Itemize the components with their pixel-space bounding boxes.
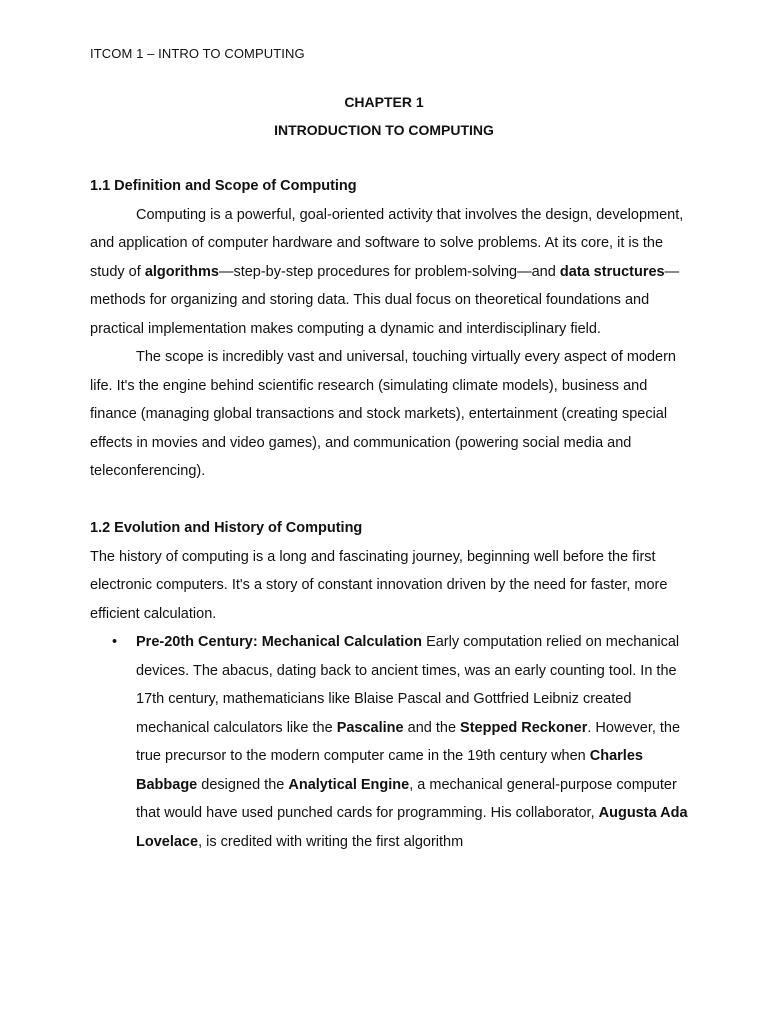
bold-term-analytical-engine: Analytical Engine [288,776,410,793]
text-run: and the [403,719,461,736]
chapter-title: INTRODUCTION TO COMPUTING [274,122,494,138]
bold-term-pascaline: Pascaline [336,719,404,736]
history-bullet-list [90,628,690,856]
paragraph-history-intro: The history of computing is a long and fascinating journey, beginning well before the first electronic computers. It's a story of constant innovation driven by the need for faster, more efficient calculation. [90,548,668,622]
list-item [90,628,690,856]
text-run: Computing is a powerful, goal-oriented activity that involves the design, development, and application of computer hardware and software to solve problems. At its core, it is the study of [90,206,684,280]
bold-term-charles-babbage: Charles Babbage [136,748,643,793]
chapter-number: CHAPTER 1 [344,94,424,110]
running-header: ITCOM 1 – INTRO TO COMPUTING [90,46,305,61]
bullet-icon: • [112,634,118,650]
document-body [90,172,690,856]
text-run: designed the [197,776,289,793]
section-heading-1-1: 1.1 Definition and Scope of Computing [90,178,357,194]
bold-term-ada-lovelace: Augusta Ada Lovelace [136,805,688,850]
text-run: , a mechanical general-purpose computer that would have used punched cards for programming. His collaborator, [136,776,677,821]
paragraph-scope: The scope is incredibly vast and universal, touching virtually every aspect of modern life. It's the engine behind scientific research (simulating climate models), business and finance (managing global transactions and stock markets), entertainment (creating special effects in movies and video games), and communication (powering social media and teleconferencing). [90,349,676,479]
paragraph-definition [90,201,690,344]
text-run: —methods for organizing and storing data. This dual focus on theoretical foundations and practical implementation makes computing a dynamic and interdisciplinary field. [90,263,680,337]
text-run: . However, the true precursor to the modern computer came in the 19th century when [136,719,681,764]
bold-term-algorithms: algorithms [144,263,219,280]
bullet-title: Pre-20th Century: Mechanical Calculation [136,634,423,650]
bold-term-data-structures: data structures [559,263,665,280]
bold-term-stepped-reckoner: Stepped Reckoner [460,719,588,736]
text-run: —step-by-step procedures for problem-solving—and [218,263,560,280]
spacer [90,486,690,515]
section-heading-1-2: 1.2 Evolution and History of Computing [90,520,363,536]
text-run: Early computation relied on mechanical devices. The abacus, dating back to ancient times, was an early counting tool. In the 17th century, mathematicians like Blaise Pascal and Gottfried Leibniz created mechanical calculators like the [136,634,680,736]
text-run: , is credited with writing the first algorithm [198,833,464,850]
